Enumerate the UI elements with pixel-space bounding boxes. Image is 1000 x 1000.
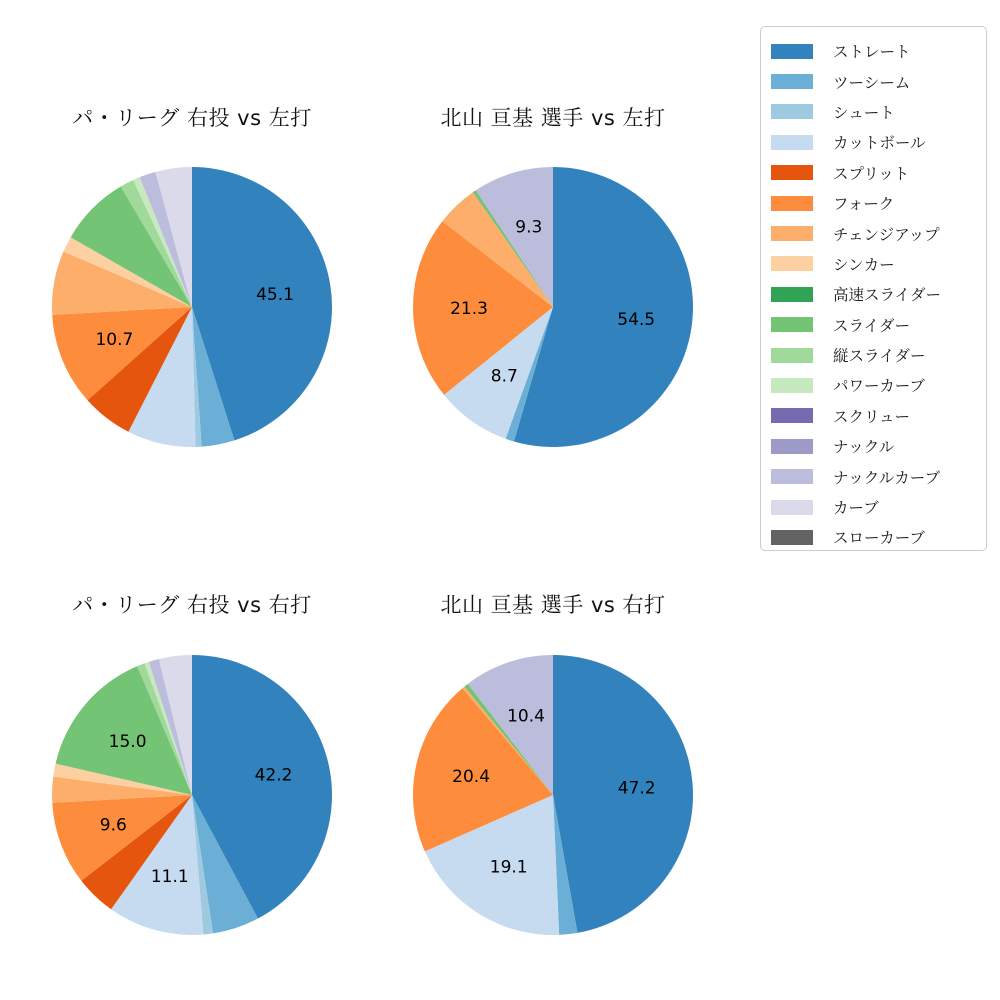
legend-item [761, 492, 986, 522]
legend-item [761, 249, 986, 279]
legend-label: 縦スライダー [833, 347, 926, 366]
legend-item [761, 36, 986, 66]
pie-value-label-フォーク: 21.3 [450, 298, 488, 319]
legend-item [761, 158, 986, 188]
legend-swatch-icon [771, 439, 813, 454]
pie-chart-kitayama-vs-left [381, 135, 725, 479]
pie-value-label-ストレート: 47.2 [617, 778, 656, 799]
legend-item [761, 218, 986, 248]
legend-item [761, 66, 986, 96]
legend-swatch-icon [771, 104, 813, 119]
legend-label: フォーク [833, 195, 895, 214]
legend-label: シンカー [833, 255, 895, 274]
legend-label: シュート [833, 103, 895, 122]
legend-item [761, 310, 986, 340]
pie-value-label-カットボール: 19.1 [489, 857, 528, 878]
legend-label: ツーシーム [833, 73, 911, 92]
legend-label: スライダー [833, 316, 911, 335]
legend-label: スプリット [833, 164, 910, 183]
legend-label: 高速スライダー [833, 286, 942, 305]
legend-swatch-icon [771, 408, 813, 423]
pie-value-label-ストレート: 45.1 [256, 285, 294, 306]
legend-swatch-icon [771, 74, 813, 89]
legend-label: スクリュー [833, 407, 911, 426]
legend-item [761, 401, 986, 431]
legend-swatch-icon [771, 287, 813, 302]
legend-item [761, 340, 986, 370]
legend-swatch-icon [771, 530, 813, 545]
pie-chart-kitayama-vs-right [381, 623, 725, 967]
chart-title-pacific-vs-left: パ・リーグ 右投 vs 左打 [72, 106, 312, 130]
pie-value-label-カットボール: 11.1 [150, 867, 189, 887]
legend-swatch-icon [771, 135, 813, 150]
legend-swatch-icon [771, 469, 813, 484]
legend-swatch-icon [771, 165, 813, 180]
pie-value-label-ストレート: 54.5 [617, 309, 656, 330]
pie-value-label-フォーク: 20.4 [452, 767, 491, 788]
chart-title-pacific-vs-right: パ・リーグ 右投 vs 右打 [72, 593, 312, 617]
legend-swatch-icon [771, 196, 813, 211]
legend-label: カーブ [833, 499, 879, 518]
pie-chart-pacific-vs-left [20, 135, 364, 479]
legend-label: ナックルカーブ [833, 468, 940, 487]
pie-value-label-ナックルカーブ: 10.4 [507, 706, 545, 727]
legend-swatch-icon [771, 44, 813, 59]
legend-label: カットボール [833, 134, 926, 153]
legend-swatch-icon [771, 226, 813, 241]
legend [760, 26, 987, 551]
legend-label: パワーカーブ [833, 377, 925, 396]
legend-label: スローカーブ [833, 529, 925, 548]
pie-value-label-ナックルカーブ: 9.3 [515, 217, 543, 238]
legend-swatch-icon [771, 348, 813, 363]
pie-value-label-フォーク: 10.7 [95, 330, 134, 351]
legend-item [761, 370, 986, 400]
legend-item [761, 461, 986, 491]
legend-swatch-icon [771, 500, 813, 515]
legend-item [761, 127, 986, 157]
legend-item [761, 97, 986, 127]
pie-value-label-ストレート: 42.2 [254, 765, 293, 786]
legend-label: チェンジアップ [833, 225, 940, 244]
pie-value-label-フォーク: 9.6 [99, 815, 127, 836]
legend-label: ナックル [833, 438, 895, 457]
pie-value-label-スライダー: 15.0 [108, 732, 147, 753]
legend-item [761, 279, 986, 309]
legend-swatch-icon [771, 378, 813, 393]
legend-swatch-icon [771, 317, 813, 332]
pie-chart-pacific-vs-right [20, 623, 364, 967]
legend-swatch-icon [771, 256, 813, 271]
pie-value-label-カットボール: 8.7 [490, 366, 518, 387]
chart-title-kitayama-vs-left: 北山 亘基 選手 vs 左打 [440, 106, 666, 130]
legend-item [761, 188, 986, 218]
legend-item [761, 522, 986, 552]
legend-label: ストレート [833, 43, 911, 62]
legend-item [761, 431, 986, 461]
chart-title-kitayama-vs-right: 北山 亘基 選手 vs 右打 [440, 593, 666, 617]
